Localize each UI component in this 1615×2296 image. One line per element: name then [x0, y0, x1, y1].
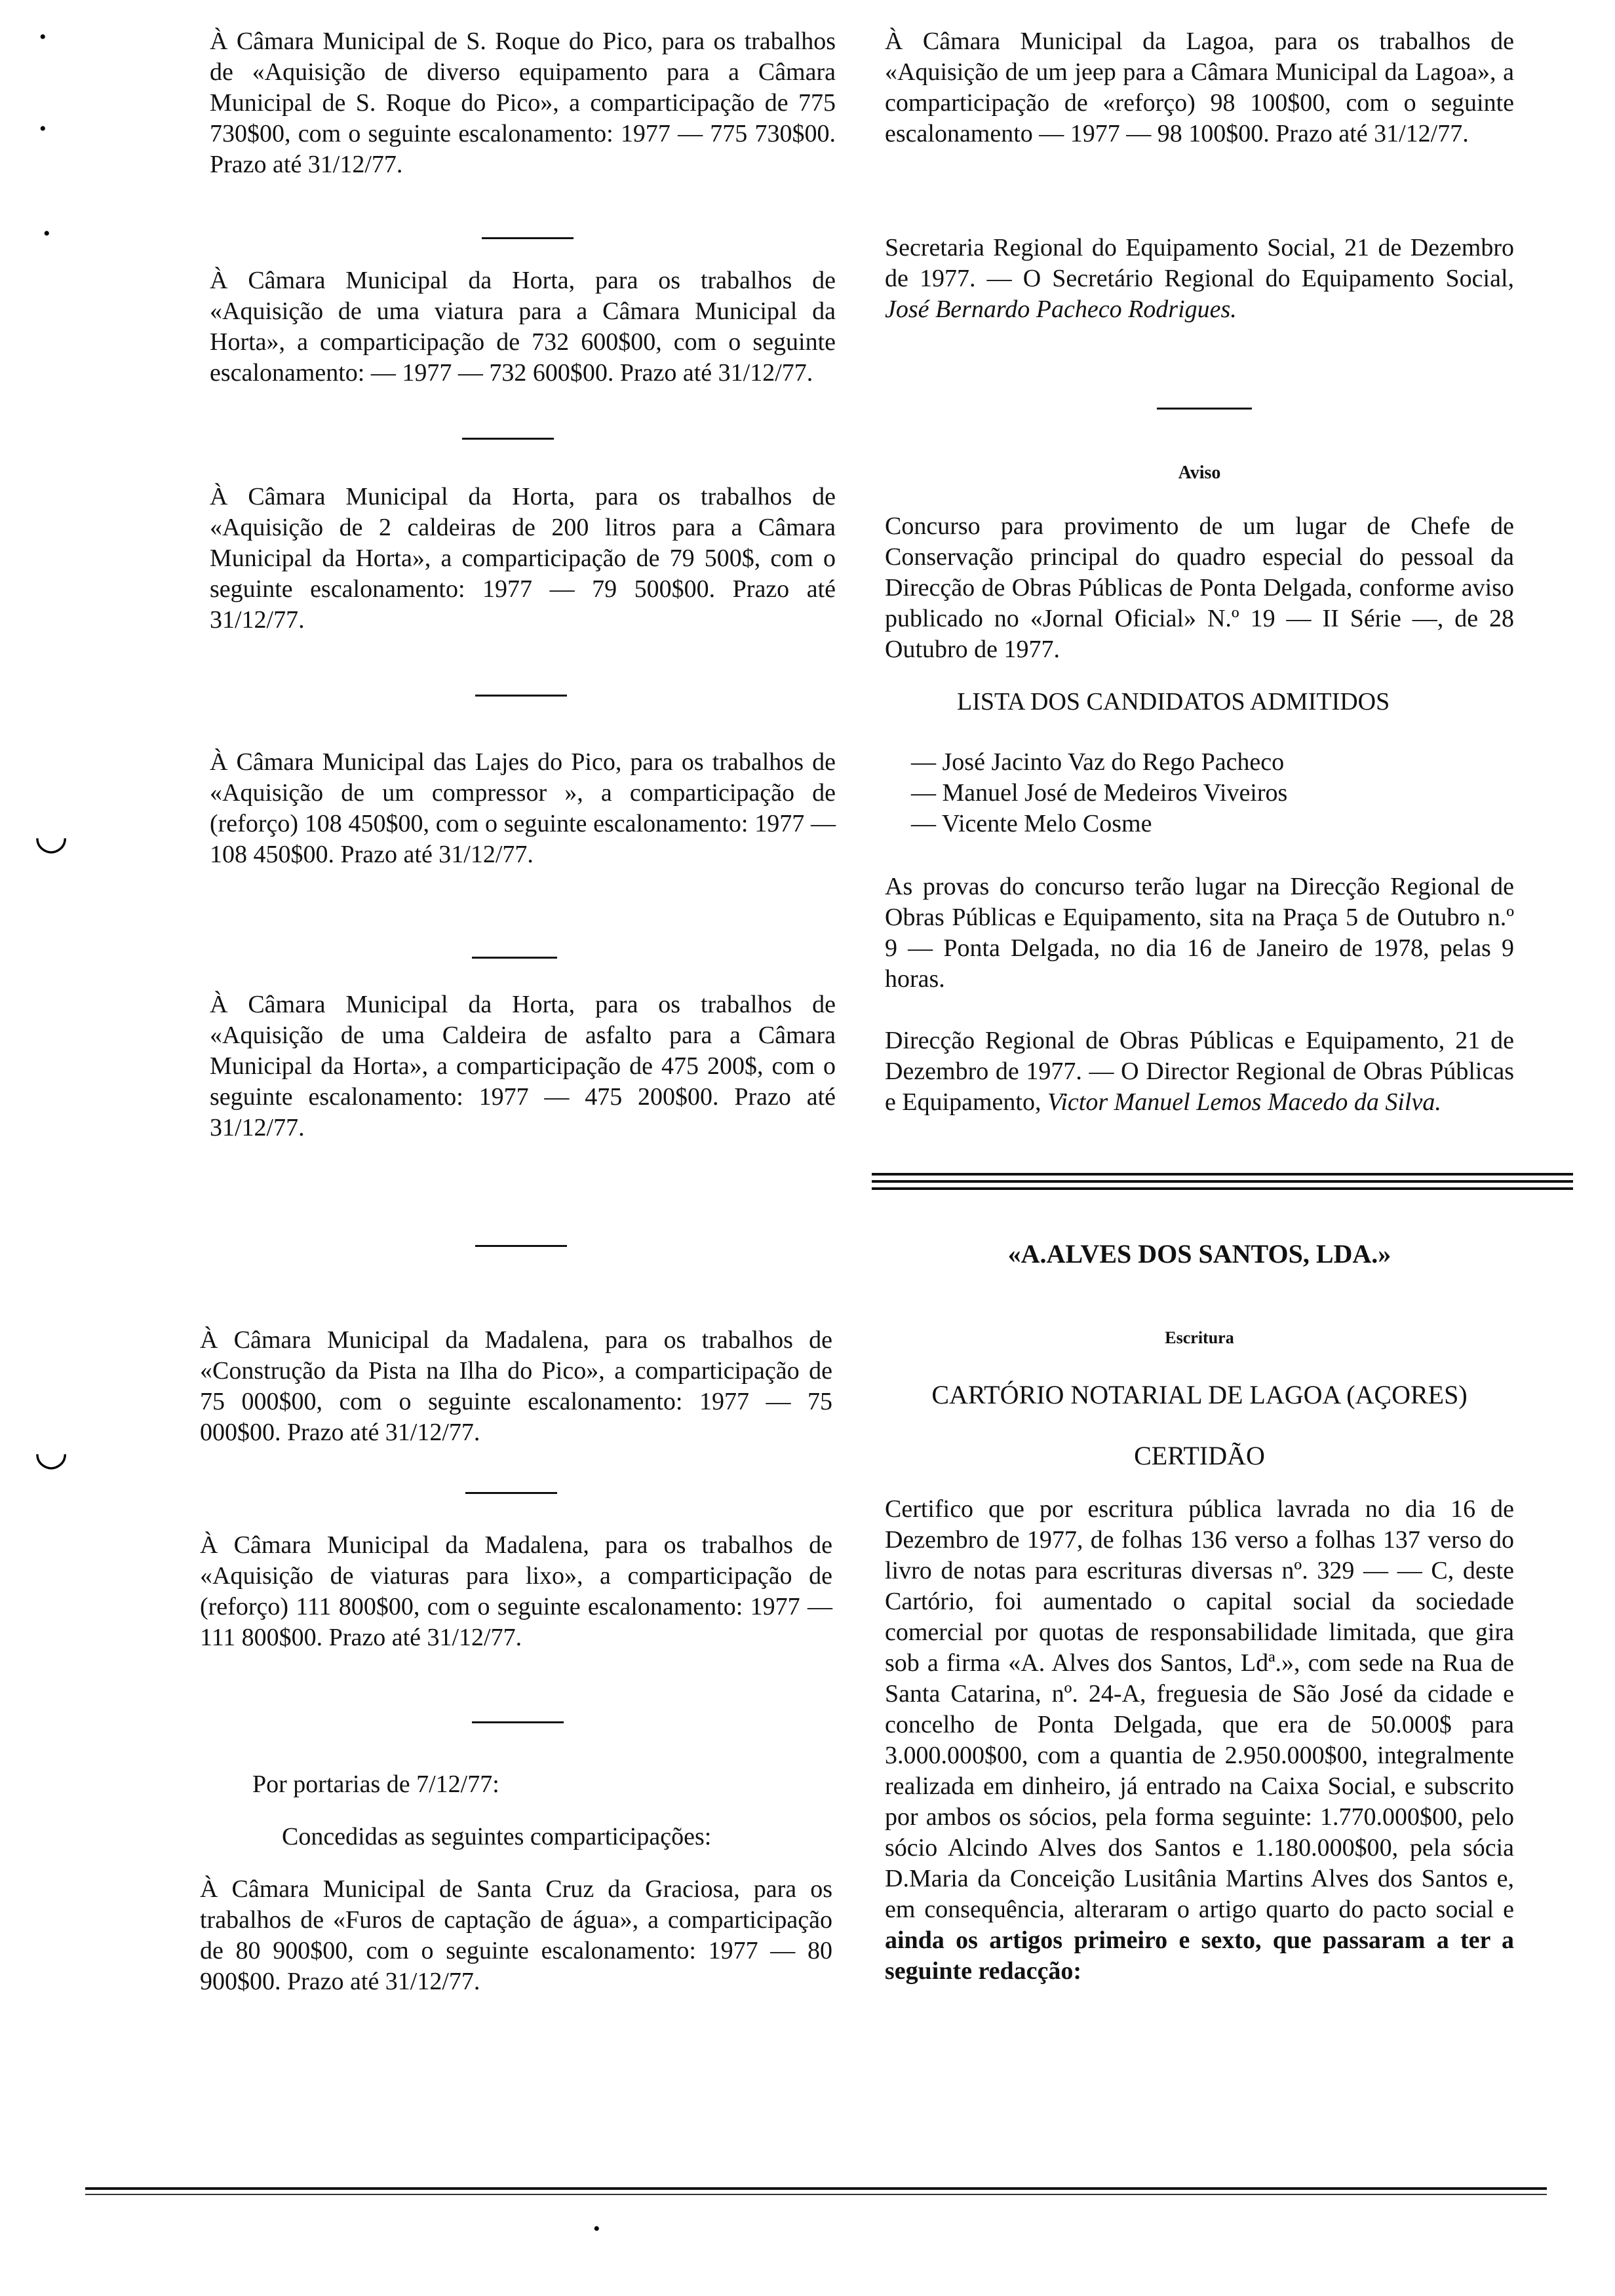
- direccao-text: Direcção Regional de Obras Públicas e Equipamento, 21 de Dezembro de 1977. — O Director Regional de Obras Públicas e Equipamento,: [885, 1027, 1514, 1116]
- paragraph-s-roque: À Câmara Municipal de S. Roque do Pico, para os trabalhos de «Aquisição de diverso equipamento para a Câmara Municipal de S. Roque do Pico», a comparticipação de 775 730$00, com o seguinte escalonamento: 1977 — 775 730$00. Prazo até 31/12/77.: [210, 28, 836, 178]
- certidao-title: CERTIDÃO: [1134, 1441, 1265, 1470]
- secretaria-text: Secretaria Regional do Equipamento Social, 21 de Dezembro de 1977. — O Secretário Regional do Equipamento Social,: [885, 234, 1514, 292]
- secretaria-signature: [885, 233, 1514, 325]
- candidate-3: — Vicente Melo Cosme: [911, 810, 1152, 837]
- separator: [475, 1245, 567, 1247]
- paragraph-horta-viatura: À Câmara Municipal da Horta, para os trabalhos de «Aquisição de uma viatura para a Câmara Municipal da Horta», a comparticipação de 732 600$00, com o seguinte escalonamento: — 1977 — 732 600$00. Prazo até 31/12/77.: [210, 267, 836, 387]
- certifico-bold: ainda os artigos primeiro e sexto, que passaram a ter a seguinte redacção:: [885, 1926, 1514, 1985]
- certifico-text: [885, 1494, 1514, 1987]
- aviso-text: Concurso para provimento de um lugar de Chefe de Conservação principal do quadro especial do pessoal da Direcção de Obras Públicas de Ponta Delgada, conforme aviso publicado no «Jornal Oficial» N.º 19 — II Série —, de 28 Outubro de 1977.: [885, 512, 1514, 663]
- footer-mark: •: [593, 2218, 600, 2240]
- secretaria-signer: José Bernardo Pacheco Rodrigues.: [885, 296, 1237, 323]
- paragraph-madalena-lixo: À Câmara Municipal da Madalena, para os trabalhos de «Aquisição de viaturas para lixo», a comparticipação de (reforço) 111 800$00, com o seguinte escalonamento: 1977 — 111 800$00. Prazo até 31/12/77.: [200, 1531, 832, 1651]
- paragraph-horta-caldeiras: À Câmara Municipal da Horta, para os trabalhos de «Aquisição de 2 caldeiras de 200 litros para a Câmara Municipal da Horta», a comparticipação de 79 500$, com o seguinte escalonamento: 1977 — 79 500$00. Prazo até 31/12/77.: [210, 483, 836, 634]
- margin-mark: •: [43, 223, 50, 244]
- section-triple-rule: [872, 1173, 1573, 1195]
- punch-hole-mark: ◡: [34, 814, 69, 857]
- separator: [472, 1721, 564, 1723]
- separator: [482, 237, 574, 239]
- concedidas-heading: Concedidas as seguintes comparticipações:: [282, 1823, 712, 1850]
- portarias-heading: Por portarias de 7/12/77:: [252, 1770, 499, 1798]
- cartorio-title: CARTÓRIO NOTARIAL DE LAGOA (AÇORES): [931, 1380, 1468, 1409]
- bottom-rule: [85, 2187, 1547, 2190]
- separator: [475, 695, 567, 697]
- margin-mark: •: [39, 26, 47, 48]
- direccao-signer: Victor Manuel Lemos Macedo da Silva.: [1047, 1088, 1441, 1116]
- separator: [1157, 408, 1252, 410]
- paragraph-santa-cruz: À Câmara Municipal de Santa Cruz da Graciosa, para os trabalhos de «Furos de captação de água», a comparticipação de 80 900$00, com o seguinte escalonamento: 1977 — 80 900$00. Prazo até 31/12/77.: [200, 1875, 832, 1995]
- margin-mark: •: [39, 118, 47, 140]
- direccao-signature: [885, 1025, 1514, 1118]
- paragraph-madalena-pista: À Câmara Municipal da Madalena, para os trabalhos de «Construção da Pista na Ilha do Pico», a comparticipação de 75 000$00, com o seguinte escalonamento: 1977 — 75 000$00. Prazo até 31/12/77.: [200, 1326, 832, 1446]
- separator: [472, 957, 557, 959]
- paragraph-lajes-compressor: À Câmara Municipal das Lajes do Pico, para os trabalhos de «Aquisição de um compressor », a comparticipação de (reforço) 108 450$00, com o seguinte escalonamento: 1977 — 108 450$00. Prazo até 31/12/77.: [210, 748, 836, 868]
- separator: [465, 1492, 557, 1494]
- certifico-body: Certifico que por escritura pública lavrada no dia 16 de Dezembro de 1977, de folhas 136 verso a folhas 137 verso do livro de notas para escrituras diversas nº. 329 — — C, deste Cartório, foi aumentado o capital social da sociedade comercial por quotas de responsabilidade limitada, que gira sob a firma «A. Alves dos Santos, Ldª.», com sede na Rua de Santa Catarina, nº. 24-A, freguesia de São José da cidade e concelho de Ponta Delgada, que era de 50.000$ para 3.000.000$00, com a quantia de 2.950.000$00, integralmente realizada em dinheiro, já entrado na Caixa Social, e subscrito por ambos os sócios, pela forma seguinte: 1.770.000$00, pelo sócio Alcindo Alves dos Santos e 1.180.000$00, pela sócia D.Maria da Conceição Lusitânia Martins Alves dos Santos e, em consequência, alteraram o artigo quarto do pacto social e: [885, 1495, 1514, 1923]
- lista-title: LISTA DOS CANDIDATOS ADMITIDOS: [957, 688, 1390, 716]
- separator: [462, 438, 554, 440]
- aviso-title: Aviso: [1178, 463, 1221, 483]
- paragraph-lagoa-jeep: À Câmara Municipal da Lagoa, para os trabalhos de «Aquisição de um jeep para a Câmara Municipal da Lagoa», a comparticipação de «reforço) 98 100$00, com o seguinte escalonamento — 1977 — 98 100$00. Prazo até 31/12/77.: [885, 28, 1514, 147]
- bottom-rule-thin: [85, 2194, 1547, 2195]
- company-title: «A.ALVES DOS SANTOS, LDA.»: [1007, 1239, 1391, 1269]
- punch-hole-mark: ◡: [34, 1430, 69, 1473]
- provas-text: As provas do concurso terão lugar na Direcção Regional de Obras Públicas e Equipamento, sita na Praça 5 de Outubro n.º 9 — Ponta Delgada, no dia 16 de Janeiro de 1978, pelas 9 horas.: [885, 873, 1514, 993]
- candidate-2: — Manuel José de Medeiros Viveiros: [911, 779, 1288, 807]
- paragraph-horta-asfalto: À Câmara Municipal da Horta, para os trabalhos de «Aquisição de uma Caldeira de asfalto para a Câmara Municipal da Horta», a comparticipação de 475 200$, com o seguinte escalonamento: 1977 — 475 200$00. Prazo até 31/12/77.: [210, 991, 836, 1141]
- candidate-1: — José Jacinto Vaz do Rego Pacheco: [911, 748, 1285, 776]
- escritura-label: Escritura: [1165, 1328, 1234, 1347]
